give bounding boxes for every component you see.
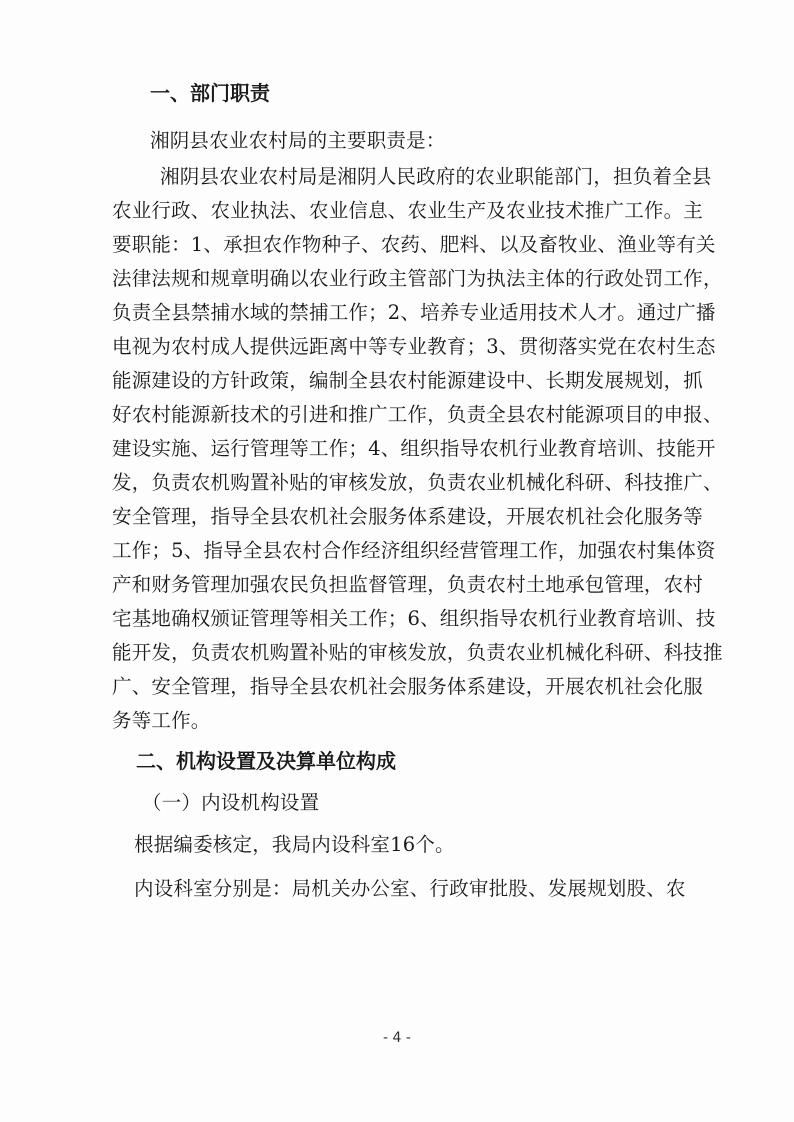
duties-paragraph	[112, 160, 723, 738]
paragraph-line: 工作；5、指导全县农村合作经济组织经营管理工作，加强农村集体资	[112, 539, 716, 562]
paragraph-line: 务等工作。	[112, 709, 211, 732]
subheading-internal-departments: （一）内设机构设置	[142, 791, 320, 814]
paragraph-line: 负责全县禁捕水域的禁捕工作；2、培养专业适用技术人才。通过广播	[112, 301, 716, 324]
paragraph-line: 要职能：1、承担农作物种子、农药、肥料、以及畜牧业、渔业等有关	[112, 233, 716, 256]
section-heading-organization: 二、机构设置及决算单位构成	[136, 749, 396, 773]
page-content	[112, 74, 723, 906]
paragraph-line: 法律法规和规章明确以农业行政主管部门为执法主体的行政处罚工作，	[112, 267, 723, 290]
department-count-line: 根据编委核定，我局内设科室16个。	[134, 833, 455, 856]
paragraph-line: 能源建设的方针政策，编制全县农村能源建设中、长期发展规划，抓	[112, 369, 704, 392]
paragraph-line: 发，负责农机购置补贴的审核发放，负责农业机械化科研、科技推广、	[112, 471, 723, 494]
paragraph-line: 能开发，负责农机购置补贴的审核发放，负责农业机械化科研、科技推	[112, 641, 723, 664]
paragraph-line: 广、安全管理，指导全县农机社会服务体系建设，开展农机社会化服	[112, 675, 704, 698]
section-heading-department-duties: 一、部门职责	[150, 81, 270, 105]
paragraph-line: 安全管理，指导全县农机社会服务体系建设，开展农机社会化服务等	[112, 505, 704, 528]
page-number: - 4 -	[383, 1030, 411, 1046]
paragraph-line: 建设实施、运行管理等工作；4、组织指导农机行业教育培训、技能开	[112, 437, 716, 460]
paragraph-line: 湘阴县农业农村局是湘阴人民政府的农业职能部门，担负着全县	[160, 165, 712, 188]
paragraph-line: 电视为农村成人提供远距离中等专业教育；3、贯彻落实党在农村生态	[112, 335, 716, 358]
paragraph-line: 农业行政、农业执法、农业信息、农业生产及农业技术推广工作。主	[112, 199, 704, 222]
paragraph-line: 产和财务管理加强农民负担监督管理，负责农村土地承包管理，农村	[112, 573, 704, 596]
duties-intro: 湘阴县农业农村局的主要职责是：	[150, 129, 446, 152]
department-list-line: 内设科室分别是：局机关办公室、行政审批股、发展规划股、农	[134, 877, 686, 900]
paragraph-line: 宅基地确权颁证管理等相关工作；6、组织指导农机行业教育培训、技	[112, 607, 716, 630]
paragraph-line: 好农村能源新技术的引进和推广工作，负责全县农村能源项目的申报、	[112, 403, 723, 426]
